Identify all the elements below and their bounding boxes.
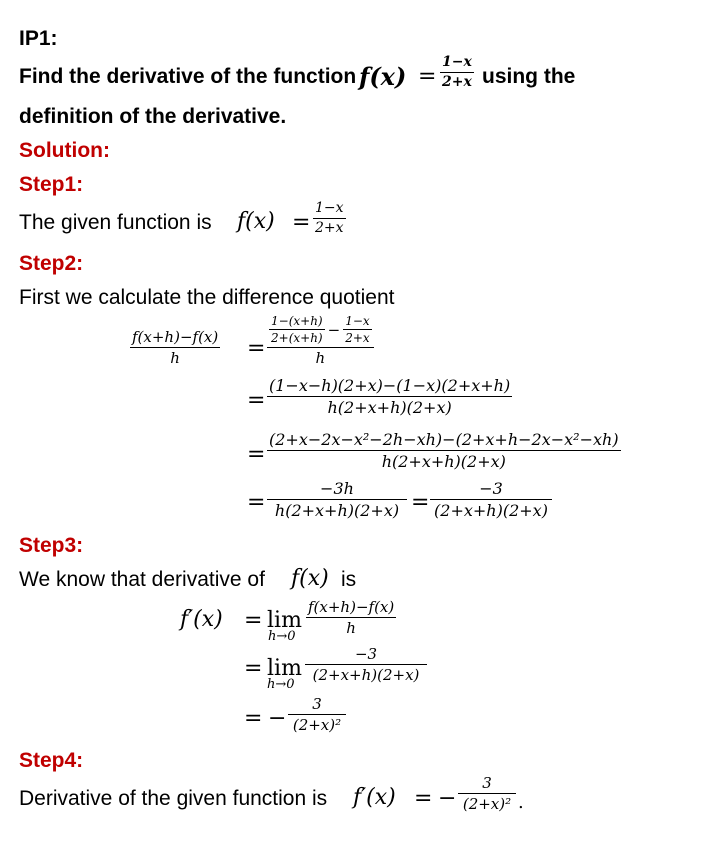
fraction-numerator: 1−x [315,200,344,216]
fraction-numerator: −3h [320,479,354,498]
fraction-bar [288,714,346,715]
step4-text: Derivative of the given function is [19,787,328,810]
fraction-denominator: (2+x+h)(2+x) [434,501,548,521]
problem-text-line2: definition of the derivative. [19,105,287,128]
fraction-bar [305,664,427,665]
simplified-fraction [267,430,621,471]
limit-operator: lim [267,608,302,633]
inner-fraction-b [343,314,371,346]
limit-operator: lim [267,656,302,681]
equals-sign: = [247,490,266,515]
expanded-fraction [267,376,512,417]
step2-text: First we calculate the difference quotient [19,286,395,309]
fraction-bar [267,347,374,348]
minus-sign: − [438,786,457,811]
fraction-bar [458,793,516,794]
limit-subscript: h→0 [268,629,296,644]
fraction-denominator: 2+(x+h) [271,331,323,346]
fraction-numerator: (2+x−2x−x²−2h−xh)−(2+x+h−2x−x²−xh) [269,430,619,449]
equals-sign: = [247,388,266,413]
step3-is: is [341,568,357,591]
equals-sign: = [414,786,433,811]
solution-heading: Solution: [19,139,110,162]
fraction-denominator: h [170,349,180,367]
fraction-denominator: h [346,619,356,637]
step1-fx: f(x) [237,209,275,234]
fraction-bar [267,499,407,500]
equals-sign: = [247,442,266,467]
problem-text-suffix: using the [482,65,576,88]
fraction-bar [343,329,371,330]
limit-fraction [306,598,396,637]
equals-sign: = [244,608,263,633]
fraction-numerator: −3 [479,479,503,498]
limit-result-fraction [305,645,427,684]
equals-sign: = [244,706,263,731]
step1-equals: = [292,210,311,235]
problem-text-line1: Find the derivative of the function [19,65,357,88]
fraction-denominator: 2+x [345,331,370,346]
derivative-result-fraction [288,695,346,734]
fraction-denominator: h(2+x+h)(2+x) [327,398,452,418]
fraction-denominator: (2+x)² [292,716,342,734]
fraction-numerator: f(x+h)−f(x) [308,598,395,616]
fraction-bar [313,218,346,219]
step3-text: We know that derivative of [19,568,265,591]
answer-fraction [458,774,516,813]
inner-fraction-a [269,314,325,346]
limit-subscript: h→0 [267,677,295,692]
fraction-bar [269,329,325,330]
compound-numerator [267,314,374,346]
fraction-numerator: (1−x−h)(2+x)−(1−x)(2+x+h) [269,376,511,395]
fraction-numerator: 3 [482,774,492,792]
minus-sign: − [268,706,287,731]
reduced-fraction [267,479,407,520]
fraction-numerator: 1−x [442,54,472,70]
step1-heading: Step1: [19,173,84,196]
problem-fx: f(x) [359,62,407,91]
final-quotient-fraction [430,479,552,520]
fraction-bar [440,72,474,73]
equals-sign: = [411,490,430,515]
fraction-denominator: (2+x+h)(2+x) [312,666,420,684]
fraction-denominator: (2+x)² [462,795,512,813]
equals-sign: = [247,336,266,361]
fraction-bar [130,347,220,348]
fraction-bar [267,396,512,397]
difference-quotient [130,328,220,367]
fraction-numerator: f(x+h)−f(x) [132,328,219,346]
compound-fraction [267,314,374,367]
step3-heading: Step3: [19,534,84,557]
step1-fraction [313,200,346,237]
problem-id: IP1: [19,27,58,50]
fraction-numerator: 3 [312,695,322,713]
final-period: . [518,792,524,813]
fraction-bar [306,617,396,618]
fraction-denominator: h(2+x+h)(2+x) [381,452,506,472]
step2-heading: Step2: [19,252,84,275]
fraction-numerator: 1−(x+h) [271,314,323,328]
fraction-denominator: h(2+x+h)(2+x) [274,501,400,521]
problem-equals: = [418,64,437,89]
step1-text: The given function is [19,211,212,234]
step4-heading: Step4: [19,749,84,772]
minus-sign: − [327,320,341,339]
fraction-numerator: −3 [354,645,378,663]
step4-fprime: f′(x) [353,785,396,810]
fraction-denominator: 2+x [442,73,472,90]
fraction-denominator: h [315,348,326,367]
fraction-denominator: 2+x [315,219,344,236]
fprime: f′(x) [180,607,223,632]
step3-fx: f(x) [291,566,329,591]
fraction-bar [267,450,621,451]
fraction-numerator: 1−x [345,314,370,328]
fraction-bar [430,499,552,500]
equals-sign: = [244,656,263,681]
problem-fraction [440,54,474,91]
